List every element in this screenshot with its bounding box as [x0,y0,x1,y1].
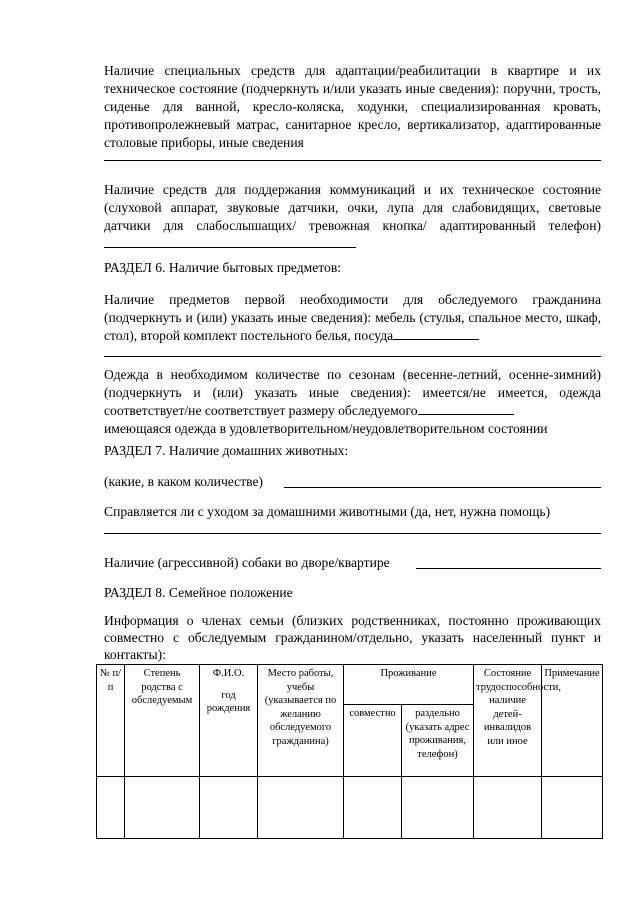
aggressive-dog-line[interactable] [416,568,601,569]
col-header-number: № п/п [97,665,125,777]
table-row [97,777,603,839]
section8-title: РАЗДЕЛ 8. Семейное положение [104,585,293,600]
aggressive-dog-label: Наличие (агрессивной) собаки во дворе/квартире [104,555,390,570]
table-cell[interactable] [258,777,344,839]
col-header-residence: Проживание [344,665,474,705]
table-cell[interactable] [402,777,474,839]
rehab-means-paragraph: Наличие специальных средств для адаптации/реабилитации в квартире и их техническое состояние (подчеркнуть и/или указать иные сведения): поручни, трость, сиденье для ванной, кресло-коляска, ходунки, специализированная кровать, противопролежневый матрас, санитарное кресло, вертикализатор, адаптированные столовые приборы, иные сведения [104,63,601,150]
family-members-table [96,664,603,839]
col-header-work: Место работы, учебы (указывается по желанию обследуемого гражданина) [258,665,344,777]
essentials-answer-inline[interactable] [393,327,479,340]
table-cell[interactable] [125,777,200,839]
clothing-answer-line[interactable] [418,402,514,415]
essentials-paragraph: Наличие предметов первой необходимости для обследуемого гражданина (подчеркнуть и (или) указать иные сведения): мебель (стулья, спальное место, шкаф, стол), второй комплект постельного белья, посуда [104,292,601,343]
table-cell[interactable] [97,777,125,839]
fio-label: Ф.И.О. [212,668,245,679]
section6-title: РАЗДЕЛ 6. Наличие бытовых предметов: [104,260,342,275]
clothing-paragraph: Одежда в необходимом количестве по сезонам (весенне-летний, осенне-зимний) (подчеркнуть и (или) указать иные сведения): имеется/не имеется, одежда соответствует/не соответствует размеру обследуемого имеющаяся одежда в удовлетворительном/неудовлетворительном состоянии [104,367,601,436]
col-header-status: Состояние трудоспособности, наличие детей-инвалидов или иное [474,665,542,777]
pets-which-line[interactable] [284,487,601,488]
col-header-separate: раздельно (указать адрес проживания, телефон) [402,705,474,777]
table-cell[interactable] [542,777,603,839]
table-cell[interactable] [474,777,542,839]
col-header-note: Примечание [542,665,603,777]
pets-care-label: Справляется ли с уходом за домашними животными (да, нет, нужна помощь) [104,504,551,519]
col-header-relation: Степень родства с обследуемым [125,665,200,777]
family-info-paragraph: Информация о членах семьи (близких родственниках, постоянно проживающих совместно с обследуемым гражданином/отдельно, указать населенный пункт и контакты): [104,613,601,662]
pets-care-line[interactable] [104,533,601,534]
communication-answer-line[interactable] [104,235,356,248]
table-cell[interactable] [344,777,402,839]
col-header-together: совместно [344,705,402,777]
table-cell[interactable] [200,777,258,839]
col-header-fio [200,665,258,777]
rehab-answer-line[interactable] [104,160,601,161]
pets-which-label: (какие, в каком количестве) [104,474,264,489]
communication-means-paragraph: Наличие средств для поддержания коммуникаций и их техническое состояние (слуховой аппарат, звуковые датчики, очки, лупа для слабовидящих, световые датчики для слабослышащих/ тревожная кнопка/ адаптированный телефон) [104,181,601,253]
section7-title: РАЗДЕЛ 7. Наличие домашних животных: [104,443,349,458]
birth-year-label: год рождения [206,689,251,714]
essentials-answer-line[interactable] [104,356,601,357]
